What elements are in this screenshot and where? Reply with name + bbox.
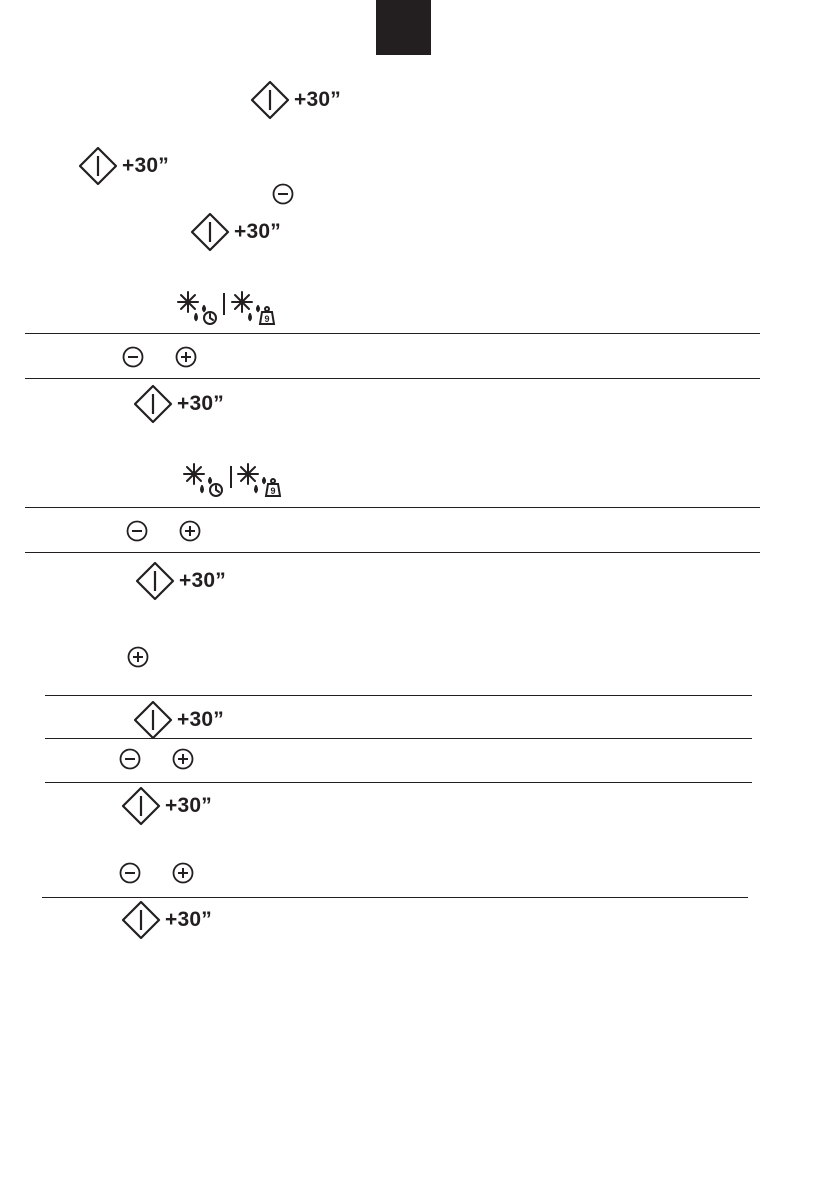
divider xyxy=(25,552,760,553)
minus-icon[interactable] xyxy=(126,520,148,542)
divider xyxy=(25,333,760,334)
svg-text:9: 9 xyxy=(270,486,276,496)
start-plus30-button[interactable] xyxy=(121,900,212,940)
separator-bar xyxy=(229,466,233,488)
start-stop-icon xyxy=(133,384,173,424)
start-plus30-label: +30” xyxy=(179,569,226,592)
divider xyxy=(45,738,752,739)
start-stop-icon xyxy=(135,561,175,601)
divider xyxy=(42,897,748,898)
start-plus30-label: +30” xyxy=(177,708,224,731)
plus-icon[interactable] xyxy=(179,520,201,542)
start-plus30-button[interactable] xyxy=(133,384,224,424)
defrost-weight-icon[interactable] xyxy=(230,290,278,326)
start-plus30-label: +30” xyxy=(294,88,341,111)
start-plus30-button[interactable] xyxy=(133,700,224,740)
page-corner-tab xyxy=(376,0,431,55)
divider xyxy=(25,507,760,508)
minus-icon[interactable] xyxy=(272,183,294,205)
start-plus30-label: +30” xyxy=(165,908,212,931)
defrost-time-icon[interactable] xyxy=(182,462,226,498)
plus-icon[interactable] xyxy=(172,862,194,884)
plus-icon[interactable] xyxy=(172,748,194,770)
minus-icon[interactable] xyxy=(119,862,141,884)
start-stop-icon xyxy=(121,786,161,826)
divider xyxy=(25,378,760,379)
start-plus30-label: +30” xyxy=(177,392,224,415)
minus-icon[interactable] xyxy=(119,748,141,770)
start-plus30-button[interactable] xyxy=(135,561,226,601)
start-stop-icon xyxy=(133,700,173,740)
svg-text:9: 9 xyxy=(264,314,270,324)
start-plus30-label: +30” xyxy=(165,794,212,817)
start-stop-icon xyxy=(250,80,290,120)
divider xyxy=(45,782,752,783)
separator-bar xyxy=(222,293,226,315)
plus-icon[interactable] xyxy=(175,346,197,368)
start-plus30-button[interactable] xyxy=(250,80,341,120)
start-stop-icon xyxy=(190,212,230,252)
start-plus30-button[interactable] xyxy=(190,212,281,252)
defrost-weight-icon[interactable] xyxy=(236,462,284,498)
defrost-time-icon[interactable] xyxy=(176,290,220,326)
start-plus30-label: +30” xyxy=(234,220,281,243)
minus-icon[interactable] xyxy=(122,346,144,368)
start-stop-icon xyxy=(78,146,118,186)
start-stop-icon xyxy=(121,900,161,940)
start-plus30-button[interactable] xyxy=(121,786,212,826)
plus-icon[interactable] xyxy=(127,646,149,668)
start-plus30-label: +30” xyxy=(122,154,169,177)
divider xyxy=(45,695,752,696)
start-plus30-button[interactable] xyxy=(78,146,169,186)
